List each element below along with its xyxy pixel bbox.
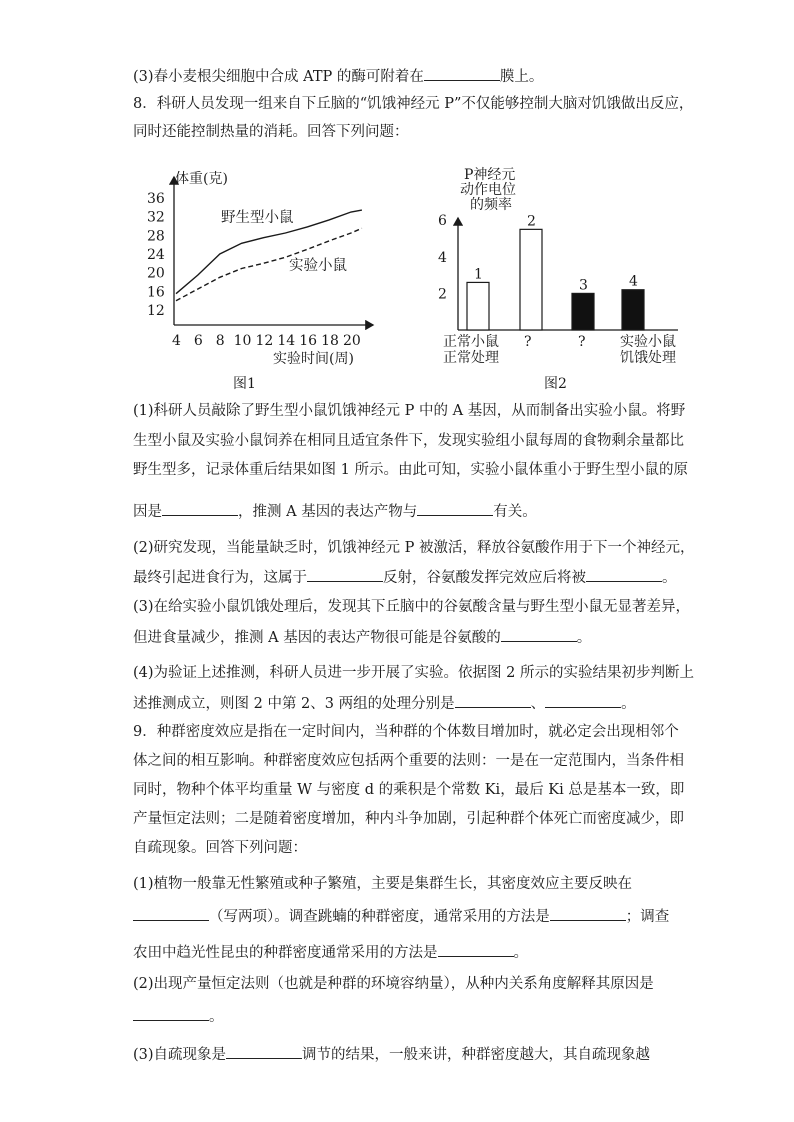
fig2-bar-label: 3 — [579, 277, 588, 294]
text-segment: 。 — [513, 945, 528, 961]
fig1-y-tick-label: 20 — [147, 265, 165, 282]
fig2-bar-label: 1 — [474, 266, 483, 283]
text-segment: 8．科研人员发现一组来自下丘脑的“饥饿神经元 P”不仅能够控制大脑对饥饿做出反应， — [133, 96, 694, 112]
text-line — [133, 906, 669, 927]
text-segment: 膜上。 — [499, 69, 544, 85]
text-segment: 反射，谷氨酸发挥完效应后将被 — [383, 570, 586, 586]
answer-blank-1[interactable] — [501, 627, 577, 642]
text-segment: 体之间的相互影响。种群密度效应包括两个重要的法则：一是在一定范围内，当条件相 — [133, 753, 684, 769]
fig1-caption: 图1 — [233, 376, 256, 392]
text-segment: ，推测 A 基因的表达产物与 — [238, 504, 418, 520]
text-segment: 调节的结果，一般来讲，种群密度越大，其自疏现象越 — [302, 1047, 651, 1063]
text-segment: (2)研究发现，当能量缺乏时，饥饿神经元 P 被激活，释放谷氨酸作用于下一个神经元， — [133, 540, 695, 556]
fig1-y-tick-label: 28 — [147, 228, 165, 245]
fig1-y-axis-label: 体重(克) — [175, 171, 228, 187]
text-line — [133, 567, 677, 588]
text-segment: ；调查 — [625, 909, 670, 925]
text-line — [133, 809, 684, 829]
fig2-group1-line2: 正常处理 — [443, 350, 499, 366]
text-line — [133, 663, 694, 683]
answer-blank-1[interactable] — [424, 66, 500, 81]
text-segment: 同时，物种个体平均重量 W 与密度 d 的乘积是个常数 Ki，最后 Ki 总是基本一致，即 — [133, 782, 685, 798]
text-line — [133, 974, 654, 994]
text-line — [133, 94, 693, 114]
fig1-y-tick-label: 12 — [147, 303, 165, 319]
text-segment: 同时还能控制热量的消耗。回答下列问题： — [133, 124, 409, 140]
text-line — [133, 1044, 650, 1065]
text-segment: 9．种群密度效应是指在一定时间内，当种群的个体数目增加时，就必定会出现相邻个 — [133, 724, 679, 740]
text-line — [133, 66, 543, 87]
text-segment: 。 — [621, 696, 636, 712]
text-line — [133, 627, 591, 648]
fig2-y-tick-label: 2 — [438, 286, 447, 303]
fig2-bar-label: 2 — [527, 213, 536, 230]
text-segment: 因是 — [133, 504, 162, 520]
text-segment: (3)自疏现象是 — [133, 1047, 227, 1063]
text-segment: 生型小鼠及实验小鼠饲养在相同且适宜条件下，发现实验组小鼠每周的食物剩余量都比 — [133, 433, 684, 449]
answer-blank-1[interactable] — [133, 1006, 209, 1021]
text-segment: 。 — [576, 630, 592, 646]
fig1-x-tick-label: 6 — [193, 333, 203, 349]
text-segment: 最终引起进食行为，这属于 — [133, 570, 307, 586]
text-line — [133, 597, 690, 617]
fig2-group2-label: ? — [524, 334, 532, 350]
fig2-y-tick-label: 4 — [438, 249, 447, 266]
text-segment: 。 — [209, 1009, 224, 1025]
text-line — [133, 838, 307, 858]
fig1-x-tick-label: 10 — [233, 333, 252, 349]
fig2-bar-2 — [520, 229, 542, 330]
text-segment: (3)春小麦根尖细胞中合成 ATP 的酶可附着在 — [133, 69, 424, 85]
fig2-bar-label: 4 — [629, 273, 638, 290]
fig1-y-tick-label: 24 — [147, 247, 165, 263]
text-line — [133, 431, 684, 451]
answer-blank-2[interactable] — [550, 906, 626, 921]
fig2-y-label-1: P神经元 — [464, 167, 516, 183]
text-segment: (1)科研人员敲除了野生型小鼠饥饿神经元 P 中的 A 基因，从而制备出实验小鼠。将野 — [133, 403, 686, 419]
text-segment: (1)植物一般靠无性繁殖或种子繁殖，主要是集群生长，其密度效应主要反映在 — [133, 876, 633, 892]
text-segment: 农田中趋光性昆虫的种群密度通常采用的方法是 — [133, 945, 438, 961]
fig2-group4-line2: 饥饿处理 — [620, 350, 676, 366]
fig1-x-axis-label: 实验时间(周) — [273, 351, 354, 367]
fig2-bar-3 — [572, 293, 594, 330]
text-line — [133, 751, 684, 771]
fig1-x-tick-label: 12 — [255, 333, 274, 349]
fig1-x-tick-label: 14 — [277, 333, 296, 349]
text-line — [133, 538, 695, 558]
text-segment: 、 — [530, 696, 546, 712]
text-line — [133, 401, 685, 421]
fig1-x-tick-label: 4 — [172, 333, 181, 349]
answer-blank-1[interactable] — [307, 567, 383, 582]
fig1-y-tick-label: 36 — [147, 191, 165, 207]
fig2-group4-line1: 实验小鼠 — [620, 334, 676, 350]
answer-blank-1[interactable] — [226, 1044, 302, 1059]
fig1-x-tick-label: 20 — [343, 333, 361, 349]
text-line — [133, 1006, 224, 1027]
text-line — [133, 122, 409, 142]
text-segment: 。 — [662, 570, 677, 586]
fig2-y-label-3: 的频率 — [470, 197, 512, 213]
text-segment: 述推测成立，则图 2 中第 2、3 两组的处理分别是 — [133, 696, 455, 712]
text-segment: （写两项）。调查跳蝻的种群密度，通常采用的方法是 — [209, 909, 550, 925]
text-line — [133, 722, 679, 742]
text-segment: 产量恒定法则；二是随着密度增加，种内斗争加剧，引起种群个体死亡而密度减少，即 — [133, 811, 684, 827]
figure-1-line-chart — [133, 165, 393, 397]
fig1-y-tick-label: 32 — [147, 209, 165, 226]
fig2-group1-line1: 正常小鼠 — [443, 334, 499, 350]
text-line — [133, 942, 528, 963]
fig1-x-tick-label: 16 — [299, 333, 318, 349]
answer-blank-2[interactable] — [586, 567, 662, 582]
text-segment: (3)在给实验小鼠饥饿处理后，发现其下丘脑中的谷氨酸含量与野生型小鼠无显著差异， — [133, 599, 691, 615]
fig2-caption: 图2 — [544, 376, 567, 392]
fig1-y-tick-label: 16 — [147, 284, 165, 301]
text-segment: 但进食量减少，推测 A 基因的表达产物很可能是谷氨酸的 — [133, 630, 501, 646]
text-line — [133, 780, 684, 800]
answer-blank-1[interactable] — [455, 693, 531, 708]
fig2-bar-4 — [622, 290, 644, 330]
text-segment: 有关。 — [493, 504, 537, 520]
text-segment: (2)出现产量恒定法则（也就是种群的环境容纳量），从种内关系角度解释其原因是 — [133, 976, 654, 992]
answer-blank-2[interactable] — [545, 693, 621, 708]
fig1-x-tick-label: 18 — [321, 333, 339, 349]
text-segment: (4)为验证上述推测，科研人员进一步开展了实验。依据图 2 所示的实验结果初步判断上 — [133, 665, 694, 681]
fig1-x-tick-label: 8 — [215, 333, 225, 349]
text-line — [133, 460, 688, 480]
text-line — [133, 693, 636, 714]
answer-blank-1[interactable] — [162, 501, 238, 516]
answer-blank-1[interactable] — [133, 906, 209, 921]
fig2-y-label-2: 动作电位 — [460, 182, 516, 198]
fig2-bar-1 — [467, 282, 489, 330]
fig2-y-tick-label: 6 — [438, 213, 447, 230]
figure-2-bar-chart — [430, 163, 700, 395]
answer-blank-2[interactable] — [417, 501, 493, 516]
text-segment: 自疏现象。回答下列问题： — [133, 840, 307, 856]
fig1-legend-wild: 野生型小鼠 — [221, 210, 294, 226]
answer-blank-1[interactable] — [438, 942, 514, 957]
fig2-group3-label: ? — [578, 334, 586, 350]
text-segment: 野生型多，记录体重后结果如图 1 所示。由此可知，实验小鼠体重小于野生型小鼠的原 — [133, 462, 688, 478]
text-line — [133, 874, 632, 894]
fig1-legend-exp: 实验小鼠 — [289, 258, 347, 274]
text-line — [133, 501, 537, 522]
